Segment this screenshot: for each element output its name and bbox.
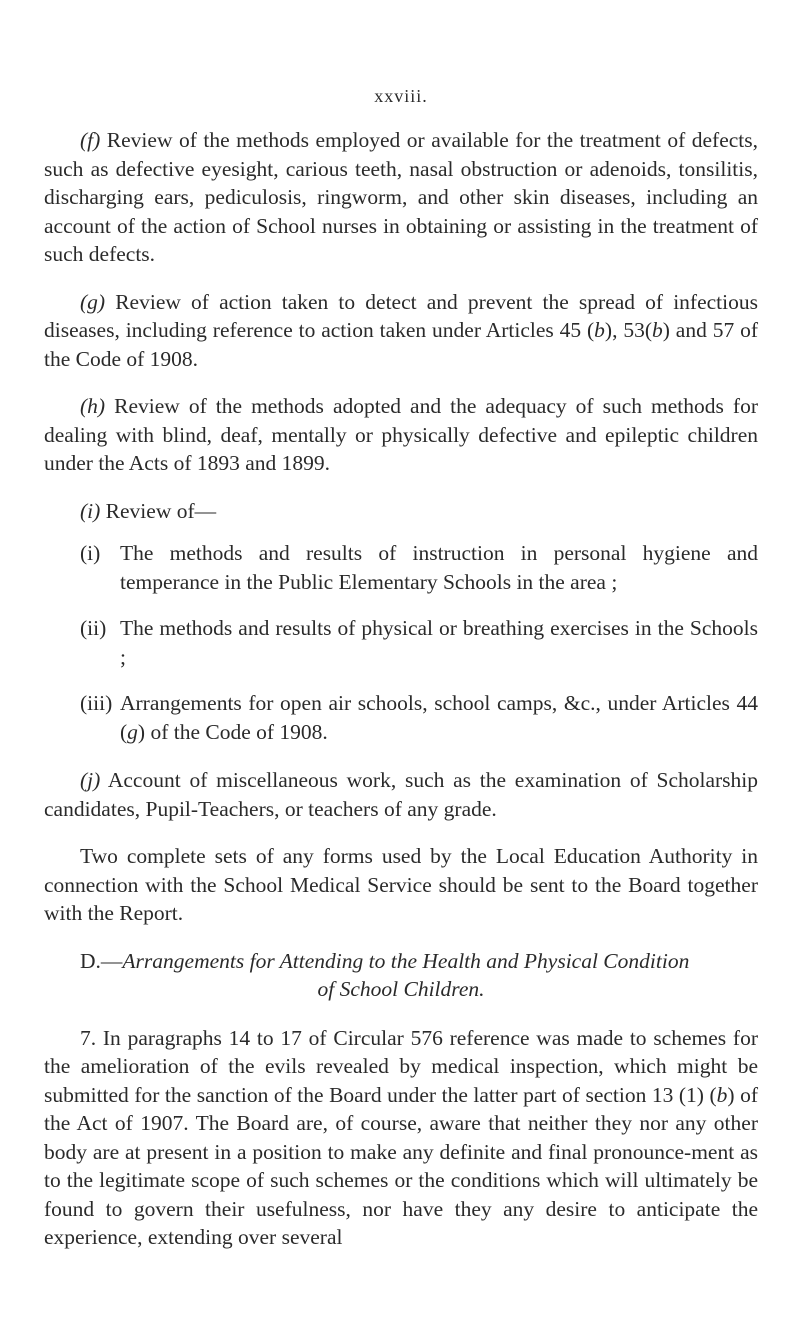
paragraph-text: ), 53(	[604, 318, 652, 342]
paragraph-label: (f)	[80, 128, 101, 152]
list-item-text-part: Arrangements for open air schools, school camps, &c., under Articles 44 (	[120, 691, 758, 744]
list-item	[44, 614, 758, 671]
paragraph-text: ) and 57 of the Code of 1908.	[44, 318, 758, 371]
section-prefix: D.—	[80, 948, 123, 973]
paragraph-label: (h)	[80, 394, 106, 418]
paragraph-label: (i)	[80, 498, 101, 523]
paragraph-label: (g)	[80, 289, 106, 314]
paragraph-text: ) of the Act of 1907. The Board are, of course, aware that neither they nor any other body are at present in a position to make any definite and final pronounce-ment as to the legitimate scope of such schemes or the conditions which will ultimately be found to govern their usefulness, nor have they any desire to anticipate the experience, extending over several	[44, 1082, 758, 1249]
paragraph-g	[44, 288, 758, 374]
paragraph-7	[44, 1024, 758, 1252]
paragraph-text: 7. In paragraphs 14 to 17 of Circular 576 reference was made to schemes for the amelioration of the evils revealed by medical inspection, which might be submitted for the sanction of the Board under the latter part of section 13 (1) (	[44, 1025, 758, 1107]
list-item-number: (i)	[80, 541, 101, 565]
list-item	[44, 689, 758, 746]
list-item-number: (ii)	[80, 616, 107, 640]
list-item-text	[120, 689, 758, 746]
section-title: Arrangements for Attending to the Health and Physical Condition	[122, 948, 690, 973]
list-item-text-part: ) of the Code of 1908.	[137, 719, 328, 744]
paragraph-text-italic: b	[594, 318, 605, 342]
list-item-text: The methods and results of physical or breathing exercises in the Schools ;	[120, 616, 758, 669]
paragraph-text: Review of—	[100, 498, 217, 523]
page-number: xxviii.	[374, 86, 428, 106]
paragraph-text: Review of action taken to detect and prevent the spread of infectious diseases, including reference to action taken under Articles 45 (	[44, 289, 758, 342]
paragraph-text-italic: b	[652, 318, 663, 342]
paragraph-text-italic: b	[716, 1082, 728, 1107]
list-item-text-italic: g	[127, 719, 138, 744]
paragraph-label: (j)	[80, 768, 101, 792]
paragraph-text: Review of the methods adopted and the adequacy of such methods for dealing with blind, deaf, mentally or physically defective and epileptic children under the Acts of 1893 and 1899.	[44, 394, 758, 475]
section-title-continued: of School Children.	[317, 977, 485, 1001]
paragraph-text: Review of the methods employed or available for the treatment of defects, such as defective eyesight, carious teeth, nasal obstruction or adenoids, tonsilitis, discharging ears, pediculosis, ringworm, and other skin diseases, including an account of the action of School nurses in obtaining or assisting in the treatment of such defects.	[44, 128, 758, 266]
list-item-number: (iii)	[80, 691, 113, 715]
list-item-text: The methods and results of instruction in personal hygiene and temperance in the Public Elementary Schools in the area ;	[120, 541, 758, 594]
paragraph-forms: Two complete sets of any forms used by the Local Education Authority in connection with the School Medical Service should be sent to the Board together with the Report.	[44, 844, 758, 925]
document-page	[44, 86, 758, 1271]
section-heading	[44, 947, 758, 976]
paragraph-j	[44, 766, 758, 823]
paragraph-i	[44, 497, 758, 526]
list-item	[44, 539, 758, 596]
paragraph-h	[44, 392, 758, 478]
paragraph-text: Account of miscellaneous work, such as the examination of Scholarship candidates, Pupil-Teachers, or teachers of any grade.	[44, 768, 758, 821]
paragraph-f	[44, 126, 758, 269]
